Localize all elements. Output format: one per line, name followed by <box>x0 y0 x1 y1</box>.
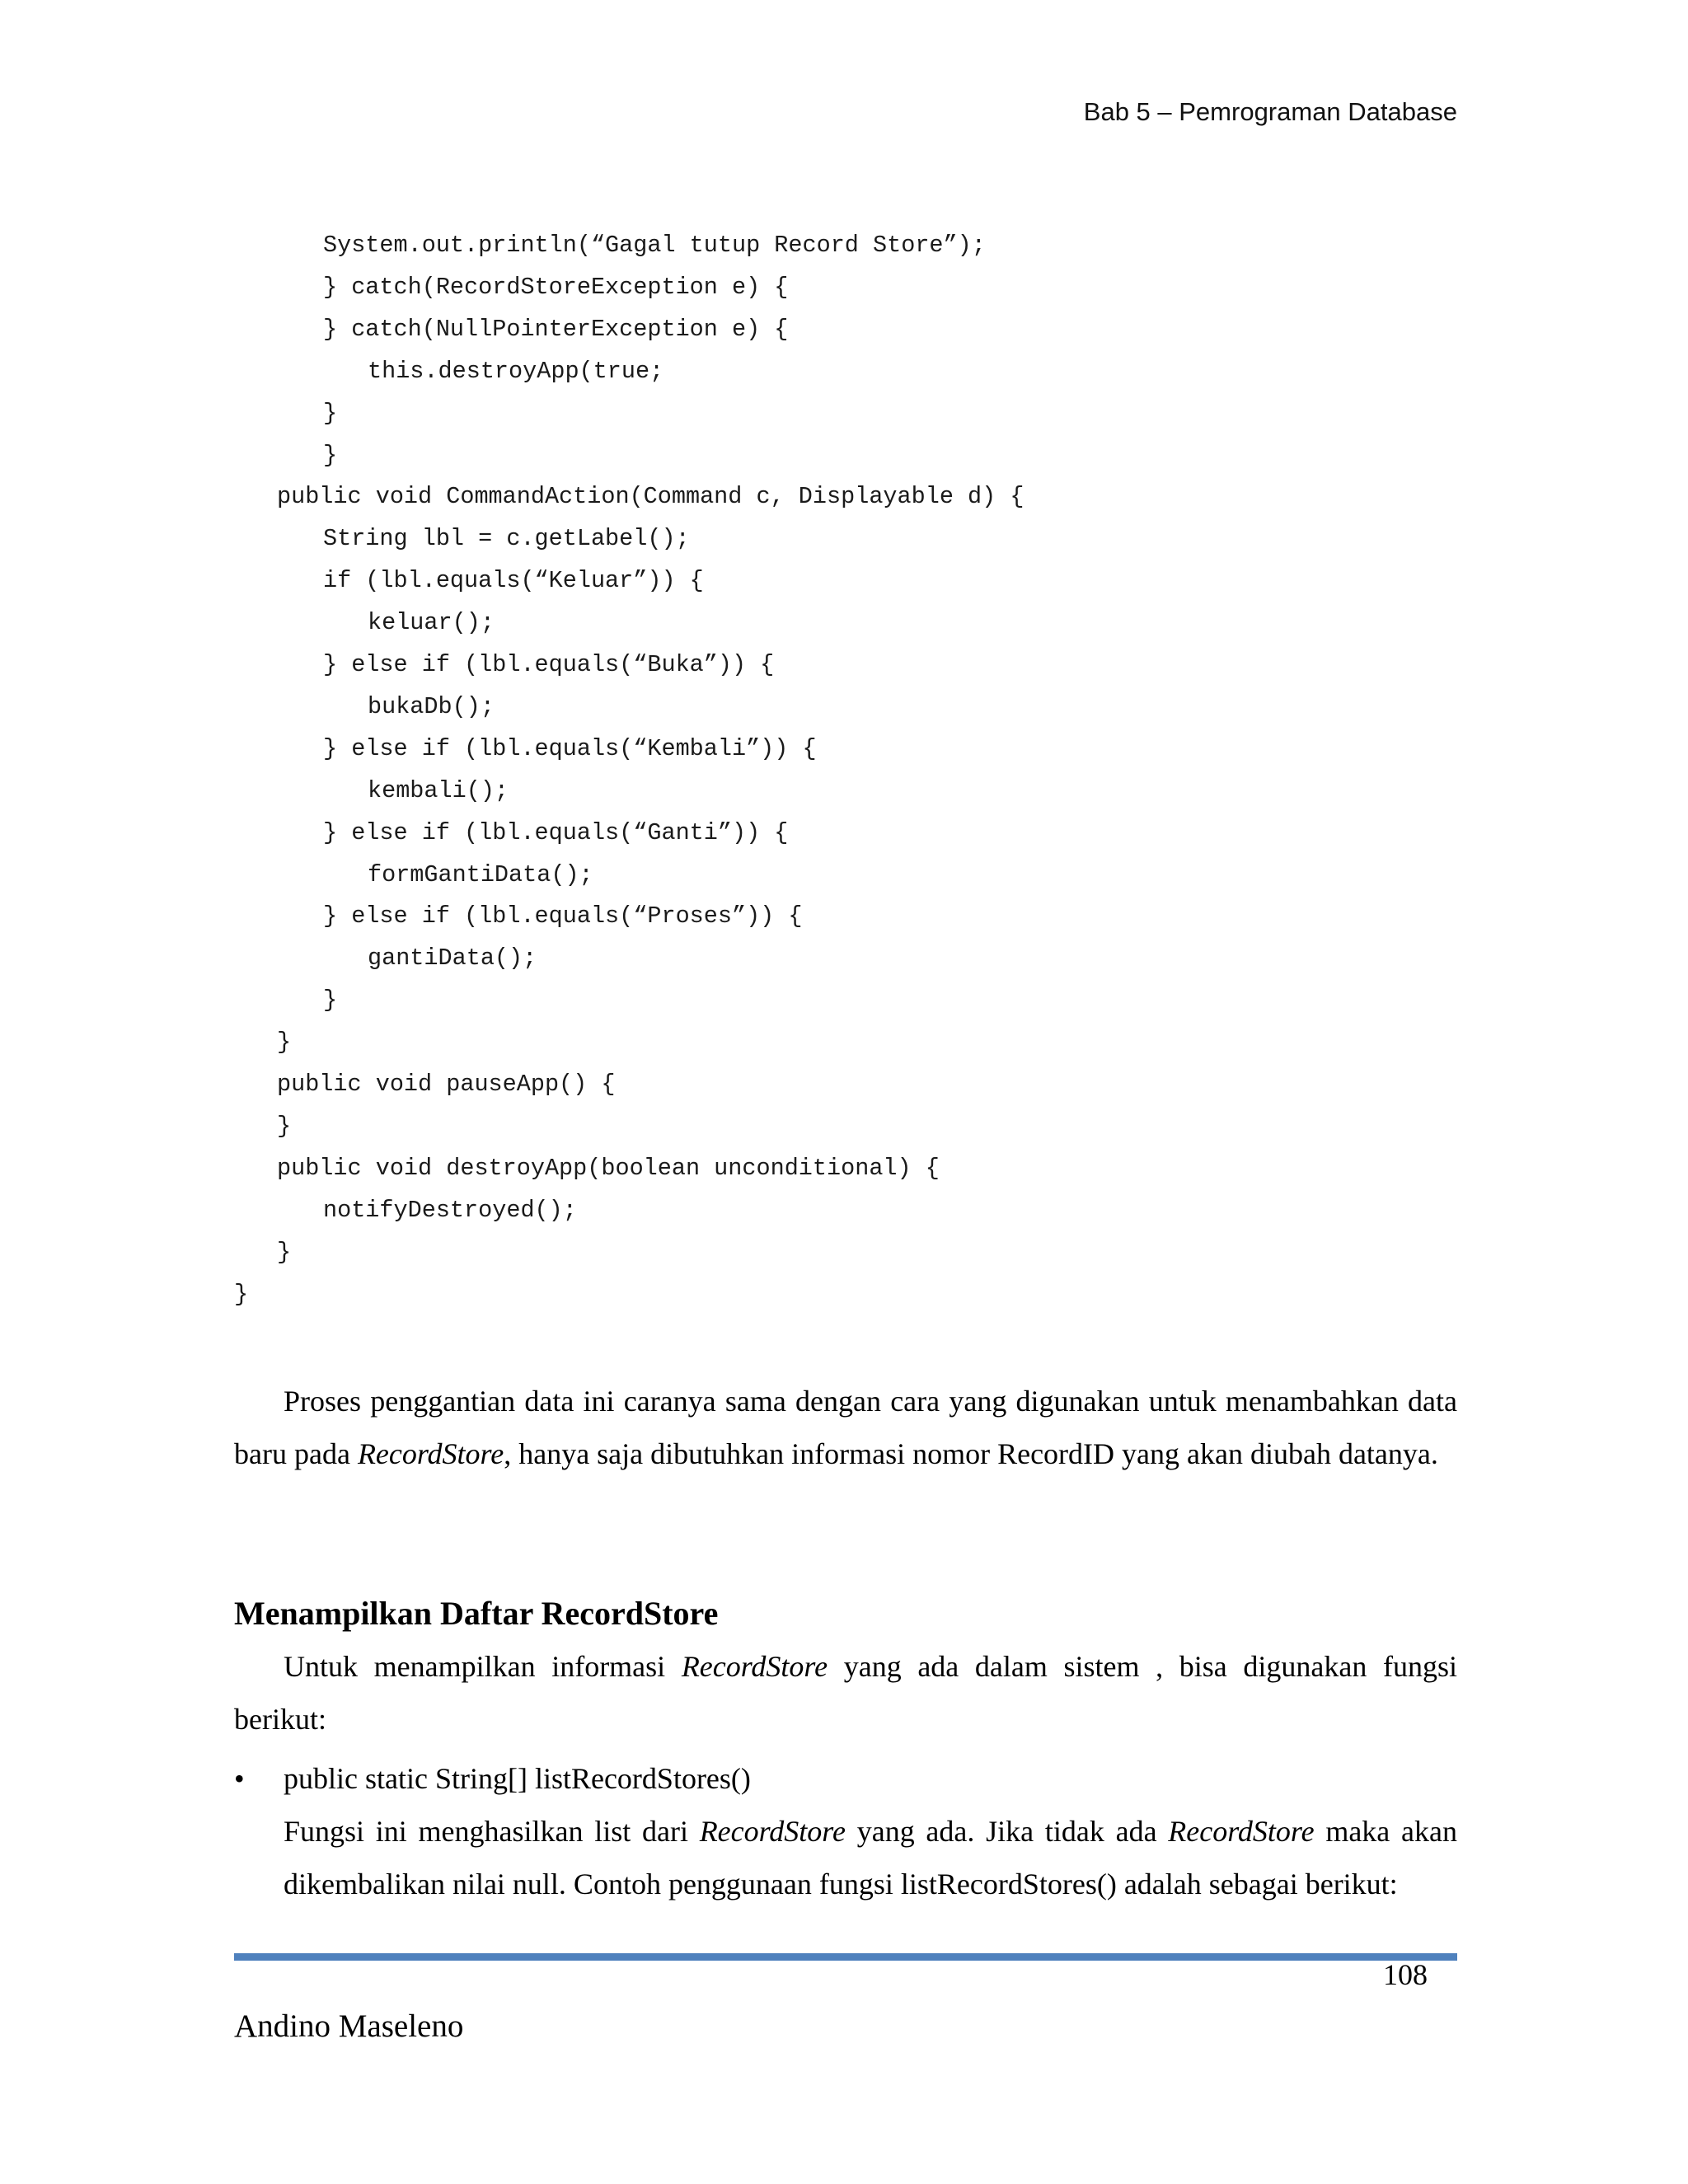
code-line: gantiData(); <box>368 944 537 972</box>
code-line: bukaDb(); <box>368 692 495 720</box>
bullet-icon: • <box>234 1762 245 1795</box>
paragraph-3-italic-1: RecordStore <box>699 1815 846 1848</box>
bullet-text: public static String[] listRecordStores() <box>284 1762 751 1795</box>
paragraph-3-text-b: yang ada. Jika tidak ada <box>845 1815 1169 1848</box>
paragraph-1-text-b: , hanya saja dibutuhkan informasi nomor RecordID yang akan diubah datanya. <box>504 1437 1438 1470</box>
code-line: } else if (lbl.equals(“Proses”)) { <box>323 902 803 930</box>
code-line: String lbl = c.getLabel(); <box>323 525 690 553</box>
code-line: public void pauseApp() { <box>277 1071 616 1098</box>
paragraph-1 <box>234 1375 1457 1480</box>
paragraph-2-text-a: Untuk menampilkan informasi <box>284 1650 682 1683</box>
page-number: 108 <box>1383 1958 1428 1991</box>
footer-rule <box>234 1953 1457 1961</box>
paragraph-2 <box>234 1640 1457 1746</box>
code-line: if (lbl.equals(“Keluar”)) { <box>323 567 704 595</box>
chapter-header: Bab 5 – Pemrograman Database <box>1083 97 1457 126</box>
code-line: } <box>323 441 338 469</box>
code-line: public void CommandAction(Command c, Displayable d) { <box>277 483 1025 511</box>
code-line: } else if (lbl.equals(“Buka”)) { <box>323 651 775 678</box>
author-name: Andino Maseleno <box>234 2008 464 2044</box>
code-line: } <box>323 987 338 1015</box>
paragraph-3 <box>284 1805 1457 1910</box>
code-line: public void destroyApp(boolean unconditional) { <box>277 1154 940 1182</box>
paragraph-1-text-a: Proses penggantian data ini caranya sama dengan cara yang digunakan untuk menambahkan data baru pada <box>234 1385 1457 1470</box>
code-line: this.destroyApp(true; <box>368 357 664 385</box>
code-line: notifyDestroyed(); <box>323 1196 577 1224</box>
code-line: } catch(NullPointerException e) { <box>323 315 789 343</box>
code-line: } else if (lbl.equals(“Kembali”)) { <box>323 734 817 762</box>
paragraph-3-text-c: maka akan dikembalikan nilai null. Contoh penggunaan fungsi listRecordStores() adalah sebagai berikut: <box>284 1815 1457 1900</box>
code-line: System.out.println(“Gagal tutup Record Store”); <box>323 232 986 259</box>
code-line: } <box>277 1112 292 1140</box>
code-line: formGantiData(); <box>368 860 593 888</box>
code-line: kembali(); <box>368 776 509 804</box>
paragraph-2-italic: RecordStore <box>681 1650 828 1683</box>
code-line: } catch(RecordStoreException e) { <box>323 273 789 301</box>
code-line: } <box>277 1029 292 1057</box>
code-line: } <box>323 399 338 427</box>
paragraph-3-text-a: Fungsi ini menghasilkan list dari <box>284 1815 700 1848</box>
paragraph-1-italic: RecordStore <box>357 1437 504 1470</box>
code-line: keluar(); <box>368 609 495 637</box>
code-line: } else if (lbl.equals(“Ganti”)) { <box>323 818 789 846</box>
section-heading: Menampilkan Daftar RecordStore <box>234 1595 719 1632</box>
code-line: } <box>234 1280 249 1308</box>
paragraph-2-text-b: yang ada dalam sistem , bisa digunakan fungsi berikut: <box>234 1650 1457 1736</box>
paragraph-3-italic-2: RecordStore <box>1168 1815 1315 1848</box>
code-line: } <box>277 1238 292 1266</box>
